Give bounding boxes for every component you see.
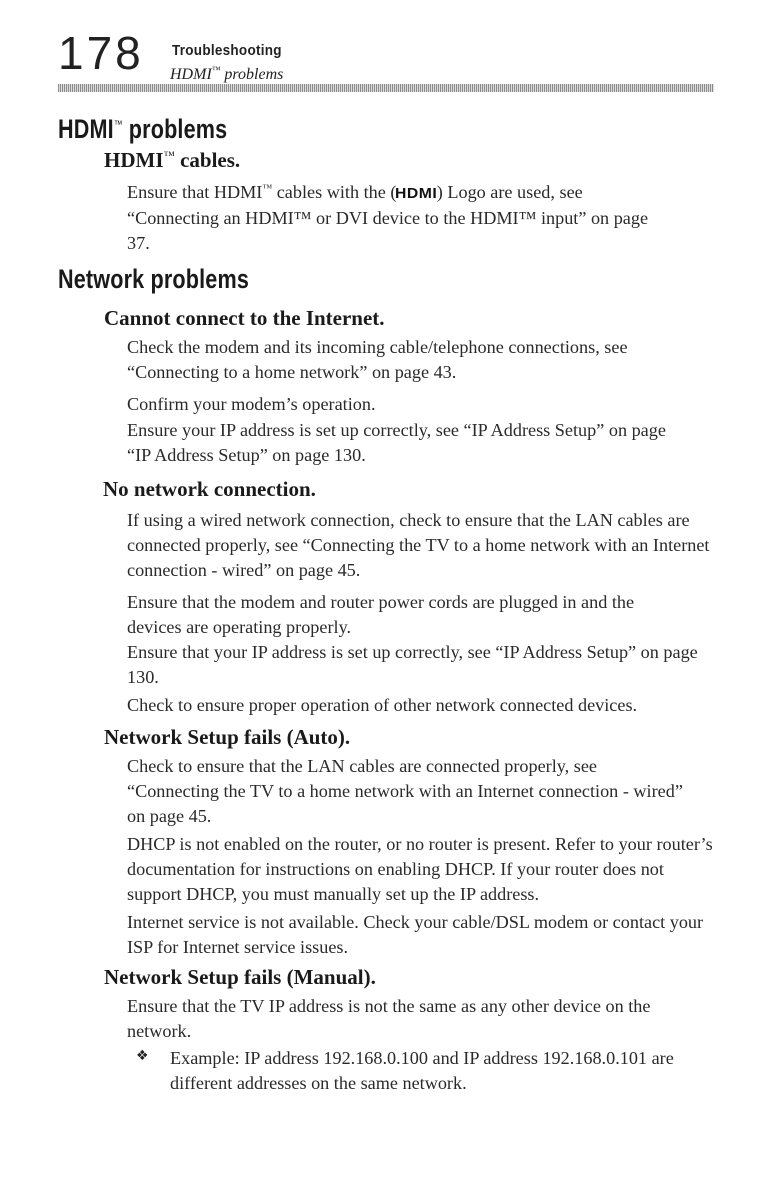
paragraph: Ensure that your IP address is set up correctly, see “IP Address Setup” on page 130.	[127, 642, 698, 687]
paragraph: Check to ensure that the LAN cables are connected properly, see “Connecting the TV to a home network with an Internet connection - wired” on page 45.	[127, 756, 683, 826]
hdmi-cables-title: HDMI™ cables.	[104, 148, 241, 172]
page-number: 178	[58, 27, 144, 79]
paragraph: Check the modem and its incoming cable/telephone connections, see “Connecting to a home network” on page 43.	[127, 337, 628, 382]
cannot-connect-title: Cannot connect to the Internet.	[104, 306, 385, 330]
paragraph: If using a wired network connection, check to ensure that the LAN cables are connected properly, see “Connecting the TV to a home network with an Internet connection - wired” on page 45.	[127, 510, 710, 580]
header-divider	[58, 84, 714, 92]
paragraph: Ensure that the TV IP address is not the same as any other device on the network.	[127, 996, 651, 1041]
diamond-bullet-icon: ❖	[136, 1048, 149, 1064]
paragraph: Internet service is not available. Check your cable/DSL modem or contact your ISP for Internet service issues.	[127, 912, 704, 957]
no-network-connection-title: No network connection.	[103, 477, 316, 501]
paragraph: Ensure that the modem and router power cords are plugged in and the devices are operating properly.	[127, 592, 635, 637]
paragraph: Confirm your modem’s operation.	[127, 394, 376, 414]
hdmi-cables-text: Ensure that HDMI™ cables with the (HDMI) Logo are used, see “Connecting an HDMI™ or DVI device to the HDMI™ input” on page 37.	[127, 182, 649, 253]
network-setup-manual-title: Network Setup fails (Manual).	[104, 965, 376, 989]
bullet-text: Example: IP address 192.168.0.100 and IP address 192.168.0.101 are different addresses on the same network.	[170, 1048, 674, 1093]
header-topic: HDMI™ problems	[170, 64, 284, 83]
hdmi-logo: HDMI	[395, 185, 438, 202]
hdmi-problems-heading: HDMI™ problems	[58, 114, 228, 144]
paragraph: Check to ensure proper operation of other network connected devices.	[127, 695, 638, 715]
network-setup-auto-title: Network Setup fails (Auto).	[104, 725, 351, 749]
paragraph: Ensure your IP address is set up correctly, see “IP Address Setup” on page “IP Address Setup” on page 130.	[127, 420, 666, 465]
network-problems-heading: Network problems	[58, 264, 250, 294]
paragraph: DHCP is not enabled on the router, or no router is present. Refer to your router’s documentation for instructions on enabling DHCP. If your router does not support DHCP, you must manually set up the IP address.	[127, 834, 713, 904]
header-section-title: Troubleshooting	[172, 42, 282, 59]
